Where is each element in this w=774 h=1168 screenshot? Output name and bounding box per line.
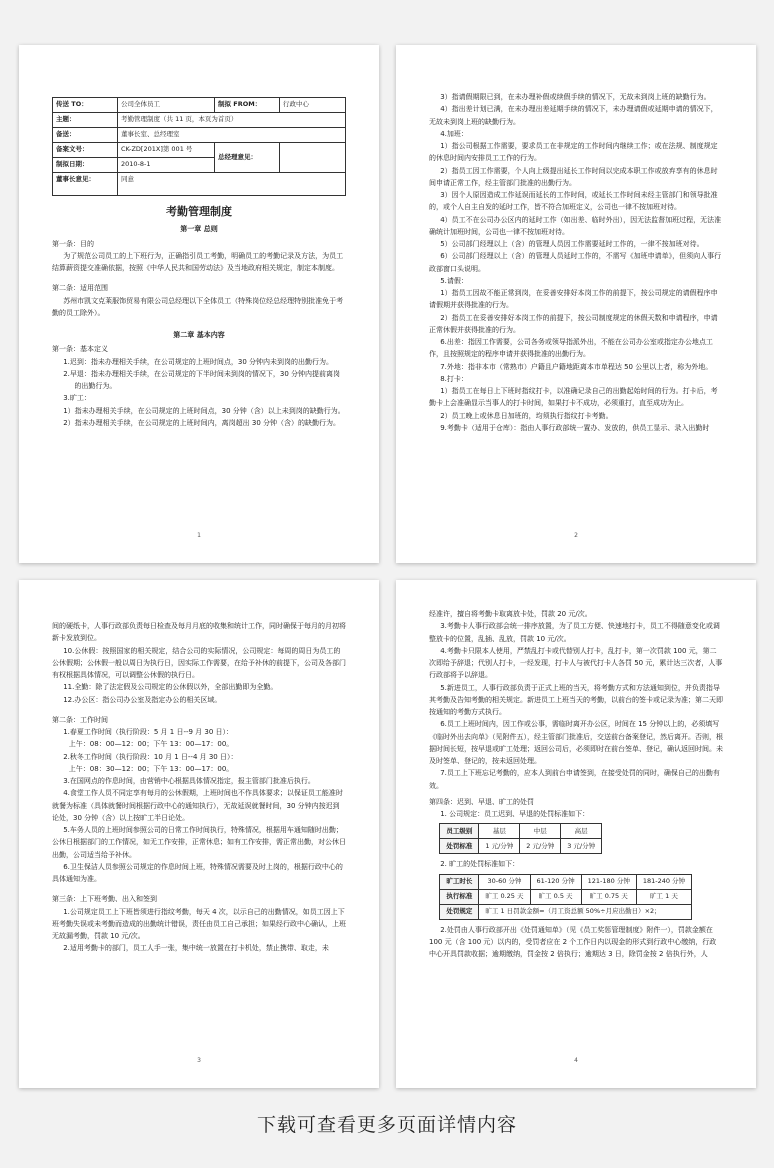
document-page-2	[396, 45, 756, 563]
paragraph: 7.员工上下班忘记考勤的，应本人到前台申请签到，在接受处罚的同时，确保自己的出勤有效。	[429, 769, 720, 790]
paragraph: 1.迟到：指未办理相关手续，在公司规定的上班时间点，30 分钟内未到岗的出勤行为。	[63, 357, 334, 366]
table-header: 旷工时长	[440, 874, 479, 889]
table-cell: 处罚规定	[440, 904, 479, 919]
table-caption: 1. 公司规定：员工迟到、早退的处罚标准如下：	[440, 810, 590, 818]
paragraph: 2）指员工因工作需要，个人向上级提出延长工作时间以完成本职工作或放弃享有的休息时间申请正常工作，经主管部门批准的出勤行为。	[429, 166, 718, 187]
table-cell: 旷工 0.25 天	[479, 889, 530, 904]
cc-value: 董事长室、总经理室	[118, 128, 346, 143]
page-number: 1	[197, 531, 201, 539]
table-caption: 2. 旷工的处罚标准如下：	[440, 860, 520, 869]
gm-opinion-label: 总经理意见：	[215, 143, 280, 173]
paragraph: 1）指员工在每日上下班时指纹打卡，以准确记录自己的出勤起始时间的行为。打卡后，考勤卡上会准确显示当事人的打卡时间，如果打卡不成功，必须重打，直至成功为止。	[429, 387, 718, 408]
table-cell: 2 元/分钟	[520, 839, 561, 854]
paragraph: 4）指出差计划已满，在未办理出差延期手续的情况下，未办理请假或延期申请的情况下，无故未到岗上班的缺勤行为。	[429, 105, 718, 126]
subject-value: 考勤管理制度（共 11 页，本页为首页）	[118, 113, 346, 128]
chairman-opinion-value: 同意	[118, 173, 346, 196]
document-page-3	[19, 580, 379, 1088]
paragraph: 1.春夏工作时间（执行阶段：5 月 1 日--9 月 30 日）：	[63, 728, 234, 736]
page-number: 2	[574, 531, 578, 539]
late-penalty-table	[439, 823, 602, 854]
paragraph: 1）指员工因故不能正常到岗，在妥善安排好本岗工作的前提下，按公司规定的请假程序申请假期并获得批准的行为。	[429, 289, 718, 310]
table-cell: 旷工 0.5 天	[530, 889, 581, 904]
paragraph: 4.加班：	[440, 129, 468, 138]
download-more-link[interactable]: 下载可查看更多页面详情内容	[256, 1114, 517, 1136]
article-heading: 第二条：适用范围	[52, 284, 108, 293]
paragraph: 间的硬纸卡，人事行政部负责每日检查及每月月底的收集和统计工作，同时确保于每月的月初将新卡发放到位。	[52, 622, 346, 643]
table-header: 61-120 分钟	[530, 874, 581, 889]
paragraph: 8.打卡：	[440, 374, 468, 383]
article-heading: 第一条：目的	[52, 239, 94, 248]
paragraph: 5.请假：	[440, 276, 468, 285]
paragraph: 3）指请假期限已到，在未办理补假或续假手续的情况下，无故未到岗上班的缺勤行为。	[440, 93, 711, 101]
document-page-4	[396, 580, 756, 1088]
paragraph: 6.员工上班时间内，因工作或公事，需临时离开办公区，时间在 15 分钟以上的，必须填写《临时外出去向单》（见附件五），经主管部门批准后，交送前台备案登记，然后离开。否则，根据时间长短，按早退或旷工处理；返回公司后，必须即时在前台签单、登记，确认返回时间。未及时签单、登记的，按未返回处理。	[429, 720, 723, 765]
gm-opinion-value	[280, 143, 346, 173]
paragraph: 6.出差：指因工作需要，公司各务或领导指派外出，不能在公司办公室或指定办公地点工作，且按照规定的程序申请并获得批准的出勤行为。	[429, 338, 713, 359]
to-label: 传送 TO：	[53, 98, 118, 113]
paragraph: 2）员工晚上或休息日加班的，均须执行指纹打卡考勤。	[440, 411, 613, 420]
paragraph: 2.早退：指未办理相关手续，在公司规定的下半时间未到岗的情况下，30 分钟内提前离岗的出勤行为。	[63, 369, 341, 390]
paragraph: 3.旷工：	[63, 394, 91, 403]
paragraph: 1）指未办理相关手续，在公司规定的上班时间点，30 分钟（含）以上未到岗的缺勤行为。	[63, 406, 345, 415]
document-page-1	[19, 45, 379, 563]
absence-penalty-table	[439, 874, 692, 920]
from-value: 行政中心	[280, 98, 346, 113]
table-cell: 旷工 0.75 天	[581, 889, 636, 904]
paragraph: 5）公司部门经理以上（含）的管理人员因工作需要延时工作的，一律不按加班对待。	[440, 240, 704, 248]
table-cell: 执行标准	[440, 889, 479, 904]
table-header: 181-240 分钟	[636, 874, 691, 889]
paragraph: 3.在国网点的作息时间，由营销中心根据具体情况指定，报主管部门批准后执行。	[63, 777, 315, 785]
table-cell: 1 元/分钟	[479, 839, 520, 854]
paragraph: 3.考勤卡人事行政部会统一排序放置，为了员工方便、快速地打卡，员工不得随意变化或调整放卡的位置，乱插、乱放，罚款 10 元/次。	[429, 622, 720, 643]
paragraph: 5.车务人员的上班时间参照公司的日常工作时间执行，特殊情况，根据用车通知随时出勤；公休日根据部门的工作情况，如无工作安排，正常休息；如有工作安排，需正常出勤，对公休日出勤，公司适当给予补休。	[52, 826, 346, 859]
table-header: 30-60 分钟	[479, 874, 530, 889]
paragraph: 6）公司部门经理以上（含）的管理人员延时工作的，不需写《加班申请单》，但须向人事行政部窗口头说明。	[429, 252, 722, 273]
subject-label: 主题：	[53, 113, 118, 128]
paragraph: 5.新进员工，人事行政部负责于正式上班的当天，将考勤方式和方法通知到位，并负责指导其考勤及告知考勤的相关规定。新进员工上班当天的考勤，以前台的签卡或记录为准；第二天即按通知的考勤方式执行。	[429, 683, 723, 716]
paragraph: 上午：08：00—12：00；下午 13：00—17：00。	[68, 740, 234, 749]
table-cell: 旷工 1 日罚款金额=（月工资总额 50%÷月应出勤日）×2；	[479, 904, 692, 919]
paragraph: 6.卫生保洁人员参照公司规定的作息时间上班，特殊情况需要及时上岗的，根据行政中心的具体通知为准。	[52, 862, 343, 883]
table-cell: 3 元/分钟	[561, 839, 602, 854]
document-title: 考勤管理制度	[166, 205, 232, 218]
to-value: 公司全体员工	[118, 98, 215, 113]
file-no-label: 备案文号：	[53, 143, 118, 158]
paragraph: 2.处罚由人事行政部开出《处罚通知单》（见《员工奖惩管理制度》附件一），罚款金额在 100 元（含 100 元）以内的，受罚者应在 2 个工作日内以现金的形式到行政中心缴纳，行政中心开具罚款收据；逾期缴纳，罚金按 2 倍执行；逾期达 3 日，除罚金按 2 倍执行外，人	[429, 925, 717, 958]
article-heading: 第二条：工作时间	[52, 715, 108, 724]
paragraph: 经准许，擅自将考勤卡取离放卡处，罚款 20 元/次。	[429, 610, 592, 618]
paragraph: 3）因个人原因造成工作延误而延长的工作时间，或延长工作时间未经主管部门和领导批准的，或个人自主自发的延时工作，皆不符合加班定义，公司也一律不按加班对待。	[429, 191, 718, 212]
paragraph: 9.考勤卡（适用于仓库）：指由人事行政部统一置办、发放的，供员工显示、录入出勤时	[440, 423, 710, 432]
article-heading: 第一条：基本定义	[52, 345, 108, 354]
paragraph: 1）指公司根据工作需要，要求员工在非规定的工作时间内继续工作；或在法规、制度规定的休息时间内安排员工工作的行为。	[429, 142, 718, 163]
chapter-2-heading: 第二章 基本内容	[173, 331, 225, 339]
paragraph: 10.公休假：按照国家的相关规定，结合公司的实际情况，公司规定：每周的周日为员工的公休假期；公休假一般以周日为执行日，因实际工作需要，在给予补休的前提下，公司及各部门有权根据具体情况，可以调整公休假的执行日。	[52, 646, 346, 679]
paragraph: 上午：08：30—12：00；下午 13：00—17：00。	[68, 764, 234, 773]
paragraph: 4.考勤卡只限本人使用，严禁乱打卡或代替别人打卡，乱打卡，第一次罚款 100 元，第二次即给予辞退；代别人打卡，一经发现，打卡人与被代打卡人各罚 50 元，累计达三次者，人事行政部将予以辞退。	[429, 646, 723, 680]
table-header: 高层	[561, 824, 602, 839]
paragraph: 为了规范公司员工的上下班行为，正确指引员工考勤，明确员工的考勤记录及方法，为员工结算薪资提交准确依据，按照《中华人民共和国劳动法》及当地政府相关规定，制定本制度。	[52, 251, 344, 272]
article-heading: 第三条：上下班考勤、出入和签到	[52, 895, 157, 904]
paragraph: 2.秋冬工作时间（执行阶段：10 月 1 日--4 月 30 日）：	[63, 752, 238, 761]
page-number: 4	[574, 1056, 578, 1064]
cc-label: 备送：	[53, 128, 118, 143]
paragraph: 7.外地：指非本市（常熟市）户籍且户籍地距离本市单程达 50 公里以上者，称为外地。	[440, 362, 713, 371]
date-label: 制拟日期：	[53, 158, 118, 173]
table-header: 员工级别	[440, 824, 479, 839]
paragraph: 1.公司规定员工上下班皆须进行指纹考勤，每天 4 次，以示自己的出勤情况，如员工因上下班考勤失误或未考勤而造成的出勤统计错误，责任由员工自己承担；如果经行政中心确认，上班无故漏考勤，罚款 10 元/次。	[52, 907, 346, 940]
paragraph: 12.办公区：指公司办公室及指定办公的相关区域。	[63, 695, 222, 704]
paragraph: 4）员工不在公司办公区内的延时工作（如出差、临时外出），因无法监督加班过程，无法准确统计加班时间，公司也一律不按加班对待。	[429, 215, 722, 236]
paragraph: 2.适用考勤卡的部门，员工人手一张，集中统一放置在打卡机处，禁止携带、取走，未	[63, 944, 329, 953]
header-info-table	[52, 97, 346, 196]
table-cell: 旷工 1 天	[636, 889, 691, 904]
paragraph: 4.食堂工作人员不同定享有每月的公休假期，上班时间也不作具体要求；以保证员工能准时就餐为标准（具体就餐时间根据行政中心的通知执行），无故延误就餐时间，30 分钟内按迟到论处，30 分钟（含）以上按旷工半日论处。	[52, 789, 343, 822]
table-cell: 处罚标准	[440, 839, 479, 854]
date-value: 2010-8-1	[118, 158, 215, 173]
table-header: 121-180 分钟	[581, 874, 636, 889]
chapter-1-heading: 第一章 总则	[180, 225, 218, 234]
article-heading: 第四条：迟到、早退、旷工的处罚	[429, 797, 534, 806]
paragraph: 2）指员工在妥善安排好本岗工作的前提下，按公司制度规定的休假天数和申请程序，申请正常休假并获得批准的行为。	[429, 313, 718, 334]
file-no-value: CK-ZD[201X]第 001 号	[118, 143, 215, 158]
table-header: 基层	[479, 824, 520, 839]
chairman-opinion-label: 董事长意见：	[53, 173, 118, 196]
table-header: 中层	[520, 824, 561, 839]
page-number: 3	[197, 1056, 201, 1064]
paragraph: 11.全勤：除了法定假及公司规定的公休假以外，全部出勤即为全勤。	[63, 683, 278, 692]
paragraph: 2）指未办理相关手续，在公司规定的上班时间内，离岗超出 30 分钟（含）的缺勤行为。	[63, 418, 340, 427]
paragraph: 苏州市凯文克莱服饰贸易有限公司总经理以下全体员工（特殊岗位经总经理特别批准免于考勤的员工除外）。	[52, 296, 344, 317]
from-label: 制拟 FROM：	[215, 98, 280, 113]
